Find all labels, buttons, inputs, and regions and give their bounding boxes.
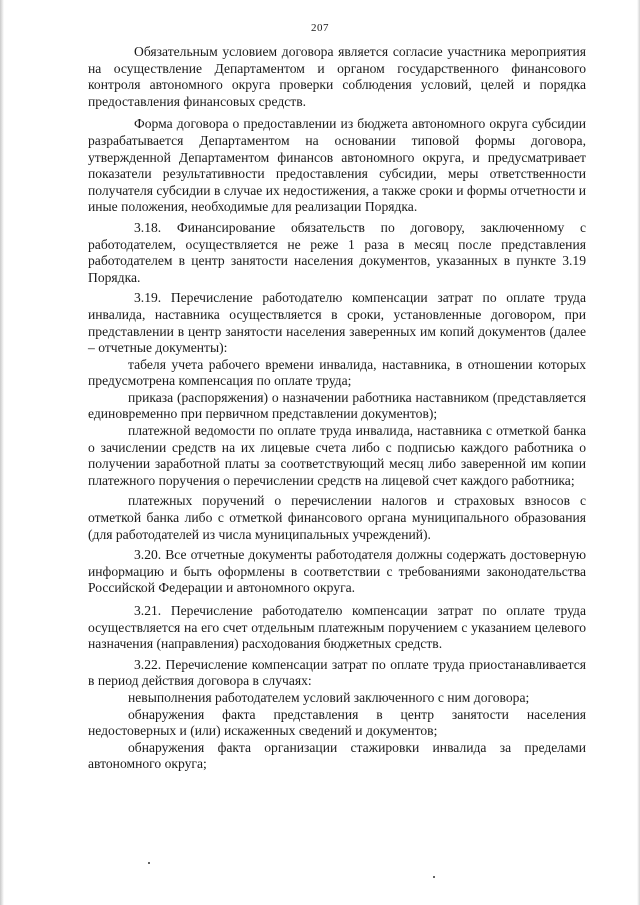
list-item-false-documents: обнаружения факта представления в центр занятости населения недостоверных и (или) искаженных сведений и документов; xyxy=(88,706,586,739)
list-item-non-fulfillment: невыполнения работодателем условий заключенного с ним договора; xyxy=(128,689,530,705)
scan-speck xyxy=(433,876,435,878)
document-body xyxy=(88,44,586,773)
paragraph-3-20: 3.20. Все отчетные документы работодателя должны содержать достоверную информацию и быть оформлены в соответствии с требованиями законодательства Российской Федерации и автономного округа. xyxy=(88,547,586,596)
paragraph-3-21: 3.21. Перечисление работодателю компенсации затрат по оплате труда осуществляется на его счет отдельным платежным поручением с указанием целевого назначения (направления) расходования бюджетных средств. xyxy=(88,603,586,652)
paragraph-3-18: 3.18. Финансирование обязательств по договору, заключенному с работодателем, осуществляется не реже 1 раза в месяц после представления работодателем в центр занятости населения документов, указанных в пункте 3.19 Порядка. xyxy=(88,219,586,285)
page-number: 207 xyxy=(311,22,329,34)
paragraph-3-19: 3.19. Перечисление работодателю компенсации затрат по оплате труда инвалида, наставника осуществляется в сроки, установленные договором, при представлении в центр занятости населения заверенных им копий документов (далее – отчетные документы): xyxy=(88,290,586,356)
list-item-timesheet: табеля учета рабочего времени инвалида, наставника, в отношении которых предусмотрена компенсация по оплате труда; xyxy=(88,356,586,389)
list-item-tax-payments: платежных поручений о перечислении налогов и страховых взносов с отметкой банка либо с отметкой финансового органа муниципального образования (для работодателей из числа муниципальных учреждений). xyxy=(88,493,586,542)
scan-speck xyxy=(148,862,150,864)
paragraph-agreement-condition: Обязательным условием договора является согласие участника мероприятия на осуществление Департаментом и органом государственного финансового контроля автономного округа проверки соблюдения условий, целей и порядка предоставления финансовых средств. xyxy=(88,44,586,109)
scan-edge-left xyxy=(0,0,4,905)
list-item-payroll: платежной ведомости по оплате труда инвалида, наставника с отметкой банка о зачислении средств на их лицевые счета либо с подписью каждого работника о получении заработной платы за соответствующий месяц либо заверенной им копии платежного поручения о перечислении средств на лицевой счет каждого работника; xyxy=(88,423,586,488)
list-item-order: приказа (распоряжения) о назначении работника наставником (представляется единовременно при первичном представлении документов); xyxy=(88,389,586,422)
paragraph-agreement-form: Форма договора о предоставлении из бюджета автономного округа субсидии разрабатывается Департаментом на основании типовой формы договора, утвержденной Департаментом финансов автономного округа, и предусматривает показатели результативности предоставления субсидии, меры ответственности получателя субсидии в случае их недостижения, а также сроки и формы отчетности и иные положения, необходимые для реализации Порядка. xyxy=(88,116,586,215)
list-item-outside-region: обнаружения факта организации стажировки инвалида за пределами автономного округа; xyxy=(88,739,586,772)
paragraph-3-22: 3.22. Перечисление компенсации затрат по оплате труда приостанавливается в период действия договора в случаях: xyxy=(88,656,586,689)
